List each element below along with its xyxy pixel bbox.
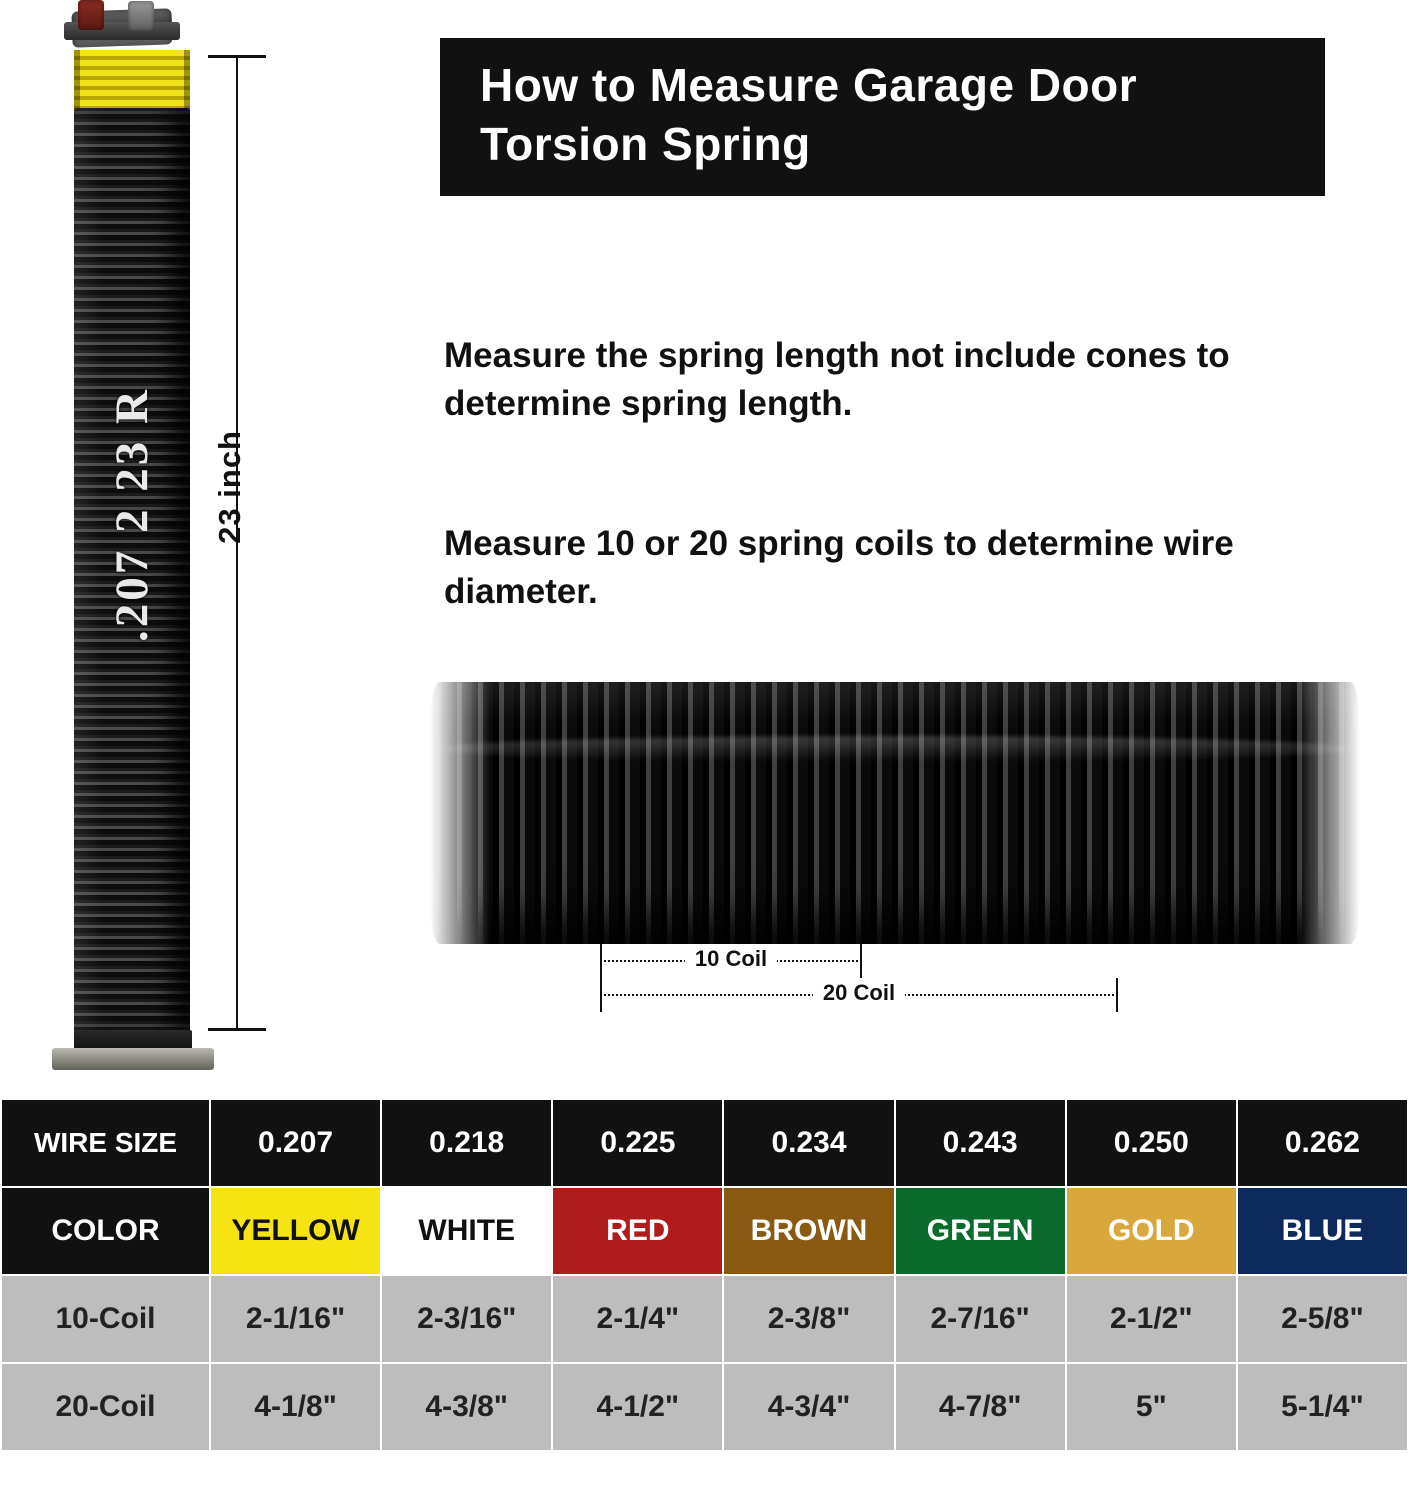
cone-set-screw-icon bbox=[78, 0, 104, 30]
cell-twenty-coil: 4-1/2" bbox=[552, 1363, 723, 1451]
spring-marking-text: .207 2 23 R bbox=[106, 387, 158, 643]
bottom-cone-icon bbox=[52, 1030, 214, 1070]
page-title-line-1: How to Measure Garage Door bbox=[480, 59, 1138, 111]
spring-illustration bbox=[0, 0, 310, 1095]
wire-size-color-table bbox=[0, 1098, 1409, 1452]
horizontal-spring-photo bbox=[430, 682, 1360, 944]
cell-ten-coil: 2-1/4" bbox=[552, 1275, 723, 1363]
cell-color: RED bbox=[552, 1187, 723, 1275]
top-cone-icon bbox=[62, 2, 182, 54]
cell-twenty-coil: 4-3/8" bbox=[381, 1363, 552, 1451]
cell-color: WHITE bbox=[381, 1187, 552, 1275]
row-label-ten-coil: 10-Coil bbox=[1, 1275, 210, 1363]
table-row-color bbox=[1, 1187, 1408, 1275]
cell-color: BROWN bbox=[723, 1187, 894, 1275]
cell-color: GREEN bbox=[895, 1187, 1066, 1275]
cell-twenty-coil: 5-1/4" bbox=[1237, 1363, 1408, 1451]
cell-ten-coil: 2-3/16" bbox=[381, 1275, 552, 1363]
cell-ten-coil: 2-1/2" bbox=[1066, 1275, 1237, 1363]
cell-color: BLUE bbox=[1237, 1187, 1408, 1275]
ten-coil-label: 10 Coil bbox=[685, 946, 777, 972]
photo-fade-left bbox=[430, 682, 490, 944]
cell-wire-size: 0.234 bbox=[723, 1099, 894, 1187]
twenty-coil-callout bbox=[600, 978, 1118, 1014]
cell-wire-size: 0.262 bbox=[1237, 1099, 1408, 1187]
cell-wire-size: 0.225 bbox=[552, 1099, 723, 1187]
photo-fade-right bbox=[1300, 682, 1360, 944]
table-row-twenty-coil bbox=[1, 1363, 1408, 1451]
cell-color: GOLD bbox=[1066, 1187, 1237, 1275]
row-label-color: COLOR bbox=[1, 1187, 210, 1275]
row-label-twenty-coil: 20-Coil bbox=[1, 1363, 210, 1451]
coil-highlight bbox=[438, 736, 1352, 762]
twenty-coil-label: 20 Coil bbox=[813, 980, 905, 1006]
cell-ten-coil: 2-7/16" bbox=[895, 1275, 1066, 1363]
page-title-line-2: Torsion Spring bbox=[480, 117, 811, 170]
instruction-text-2: Measure 10 or 20 spring coils to determine wire diameter. bbox=[444, 524, 1234, 612]
table-row-wire-size bbox=[1, 1099, 1408, 1187]
cell-wire-size: 0.243 bbox=[895, 1099, 1066, 1187]
cell-twenty-coil: 4-7/8" bbox=[895, 1363, 1066, 1451]
instruction-text-1: Measure the spring length not include cones to determine spring length. bbox=[444, 336, 1230, 424]
cell-wire-size: 0.207 bbox=[210, 1099, 381, 1187]
title-banner bbox=[440, 38, 1325, 196]
bottom-mounting-plate bbox=[52, 1048, 214, 1070]
cell-twenty-coil: 5" bbox=[1066, 1363, 1237, 1451]
cell-color: YELLOW bbox=[210, 1187, 381, 1275]
cell-wire-size: 0.218 bbox=[381, 1099, 552, 1187]
cell-ten-coil: 2-5/8" bbox=[1237, 1275, 1408, 1363]
cone-set-screw-icon bbox=[128, 1, 154, 31]
spring-coil-body bbox=[74, 108, 190, 1033]
cell-twenty-coil: 4-3/4" bbox=[723, 1363, 894, 1451]
cell-wire-size: 0.250 bbox=[1066, 1099, 1237, 1187]
spring-color-band-yellow bbox=[74, 50, 190, 110]
dimension-label: 23 inch bbox=[212, 430, 247, 544]
coil-body bbox=[430, 682, 1360, 944]
table-row-ten-coil bbox=[1, 1275, 1408, 1363]
cell-twenty-coil: 4-1/8" bbox=[210, 1363, 381, 1451]
cell-ten-coil: 2-3/8" bbox=[723, 1275, 894, 1363]
cell-ten-coil: 2-1/16" bbox=[210, 1275, 381, 1363]
ten-coil-callout bbox=[600, 944, 862, 978]
row-label-wire-size: WIRE SIZE bbox=[1, 1099, 210, 1187]
